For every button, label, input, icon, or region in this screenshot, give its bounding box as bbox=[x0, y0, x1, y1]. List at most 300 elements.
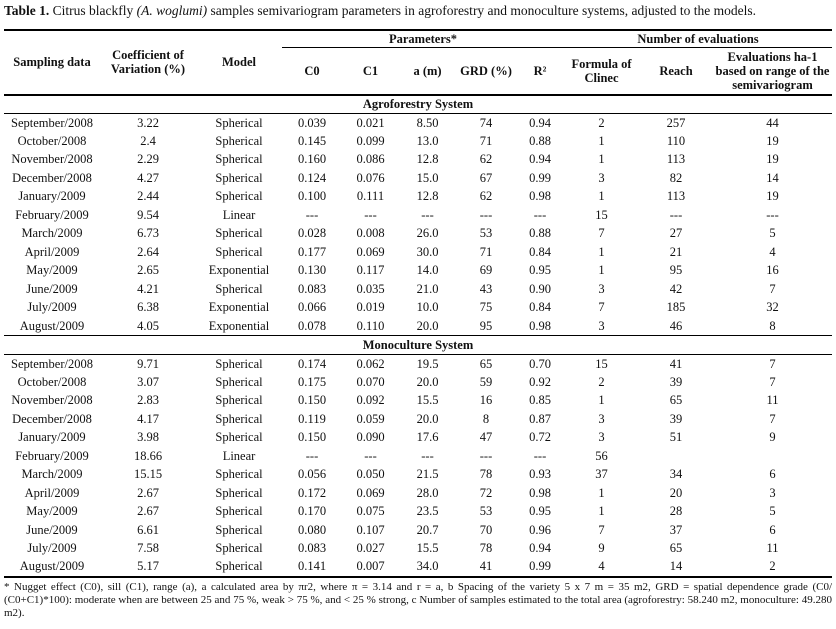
table-cell: 113 bbox=[666, 152, 686, 167]
table-cell: 110 bbox=[666, 133, 686, 148]
table-cell: 3 bbox=[598, 170, 605, 185]
table-cell: 2 bbox=[598, 374, 605, 389]
table-cell: 12.8 bbox=[416, 189, 439, 204]
table-cell: 8 bbox=[769, 318, 776, 333]
table-cell: December/2008 bbox=[12, 170, 92, 185]
table-cell: 95 bbox=[479, 318, 493, 333]
table-cell: 6.38 bbox=[137, 300, 159, 315]
table-cell: 7 bbox=[598, 522, 605, 537]
table-cell: 20 bbox=[669, 485, 683, 500]
table-cell: 7 bbox=[769, 356, 776, 371]
table-cell: May/2009 bbox=[26, 263, 78, 278]
table-cell: 3 bbox=[598, 318, 605, 333]
table-cell: Spherical bbox=[215, 281, 263, 296]
table-cell: 0.099 bbox=[356, 133, 385, 148]
table-row bbox=[4, 317, 832, 336]
table-row bbox=[4, 132, 832, 151]
semivariogram-table bbox=[4, 29, 832, 578]
table-cell: 2.83 bbox=[137, 393, 159, 408]
table-cell: 3.22 bbox=[137, 115, 159, 130]
table-cell: 3 bbox=[598, 411, 605, 426]
table-row bbox=[4, 484, 832, 503]
table-cell: 0.007 bbox=[356, 559, 385, 574]
table-cell: 2.67 bbox=[137, 485, 159, 500]
table-cell: March/2009 bbox=[21, 467, 83, 482]
table-cell: October/2008 bbox=[17, 374, 87, 389]
table-cell: 15.5 bbox=[416, 541, 439, 556]
table-cell: 65 bbox=[669, 541, 683, 556]
table-cell: Spherical bbox=[215, 522, 263, 537]
table-cell: 20.0 bbox=[416, 318, 439, 333]
table-footnote: * Nugget effect (C0), sill (C1), range (a), a calculated area by πr2, where π = 3.14 and r = a, b Spacing of the variety 5 x 7 m = 35 m2, GRD = spatial dependence grade (C0/ (C0+C1)*100): moderate when are between 25 and 75 %, weak > 75 %, and < 25 % strong, c Number of samples estimated to the total area (agroforestry: 58.240 m2, monoculture: 49.280 m2). bbox=[4, 580, 832, 619]
table-cell: March/2009 bbox=[21, 226, 83, 241]
table-cell: 1 bbox=[598, 393, 605, 408]
table-cell: 0.170 bbox=[297, 504, 327, 519]
table-cell: 4.21 bbox=[137, 281, 159, 296]
table-cell: 0.90 bbox=[529, 281, 551, 296]
table-cell: 0.092 bbox=[356, 393, 385, 408]
table-cell: 28.0 bbox=[416, 485, 439, 500]
table-cell: 0.070 bbox=[356, 374, 385, 389]
col-header-r2: R² bbox=[533, 63, 547, 78]
table-cell: November/2008 bbox=[11, 393, 93, 408]
group-header-parameters: Parameters* bbox=[282, 30, 564, 48]
table-cell: 0.98 bbox=[529, 189, 551, 204]
table-cell: 39 bbox=[669, 374, 683, 389]
table-cell: 78 bbox=[479, 467, 493, 482]
table-cell: 1 bbox=[598, 133, 605, 148]
table-cell: 37 bbox=[595, 467, 608, 482]
col-header-formula-of-cline: Formula of Clinec bbox=[571, 56, 632, 85]
table-cell: 21.5 bbox=[416, 467, 439, 482]
table-cell: 2.4 bbox=[140, 133, 156, 148]
table-cell: Spherical bbox=[215, 411, 263, 426]
table-cell: 46 bbox=[669, 318, 683, 333]
table-cell: 71 bbox=[479, 133, 493, 148]
table-cell: 4.27 bbox=[137, 170, 159, 185]
section-header-row bbox=[4, 336, 832, 355]
table-cell: 28 bbox=[669, 504, 683, 519]
table-cell: 0.100 bbox=[297, 189, 327, 204]
table-row bbox=[4, 114, 832, 133]
table-cell: 15.15 bbox=[133, 467, 163, 482]
table-cell: 0.090 bbox=[356, 430, 385, 445]
table-cell: 0.98 bbox=[529, 485, 551, 500]
table-cell: 0.083 bbox=[297, 281, 327, 296]
table-row bbox=[4, 521, 832, 540]
table-cell: Spherical bbox=[215, 356, 263, 371]
table-cell: 0.062 bbox=[356, 356, 385, 371]
table-cell: Spherical bbox=[215, 541, 263, 556]
table-cell: Spherical bbox=[215, 559, 263, 574]
table-cell: 0.019 bbox=[356, 300, 385, 315]
table-cell: 27 bbox=[669, 226, 683, 241]
table-cell: 30.0 bbox=[416, 244, 439, 259]
table-cell: February/2009 bbox=[15, 448, 89, 463]
table-cell: 56 bbox=[595, 448, 608, 463]
table-cell: 0.96 bbox=[529, 522, 551, 537]
table-cell: 0.119 bbox=[298, 411, 326, 426]
table-cell: 4 bbox=[598, 559, 605, 574]
table-cell: 0.175 bbox=[297, 374, 327, 389]
table-cell: 8 bbox=[482, 411, 490, 426]
table-cell: October/2008 bbox=[17, 133, 87, 148]
table-row bbox=[4, 410, 832, 429]
table-cell: 9.71 bbox=[137, 356, 159, 371]
table-cell: --- bbox=[766, 207, 779, 222]
col-header-model: Model bbox=[221, 55, 257, 70]
table-cell: April/2009 bbox=[24, 244, 80, 259]
table-cell: July/2009 bbox=[27, 541, 77, 556]
col-header-sampling-data: Sampling data bbox=[13, 55, 91, 70]
table-cell: --- bbox=[421, 207, 434, 222]
table-cell: 65 bbox=[479, 356, 493, 371]
table-cell: 21 bbox=[669, 244, 683, 259]
section-header-row bbox=[4, 95, 832, 114]
table-cell: 0.039 bbox=[297, 115, 327, 130]
table-cell: 2.67 bbox=[137, 504, 159, 519]
table-cell: 95 bbox=[669, 263, 683, 278]
table-cell: 42 bbox=[669, 281, 683, 296]
table-cell: July/2009 bbox=[27, 300, 77, 315]
table-cell: 0.150 bbox=[297, 393, 327, 408]
table-cell: 6 bbox=[769, 467, 776, 482]
table-cell: 41 bbox=[479, 559, 493, 574]
table-cell: November/2008 bbox=[11, 152, 93, 167]
table-cell: Spherical bbox=[215, 152, 263, 167]
table-cell: 37 bbox=[669, 522, 683, 537]
table-cell: 34.0 bbox=[416, 559, 439, 574]
table-cell: 0.177 bbox=[297, 244, 327, 259]
table-cell: 0.035 bbox=[356, 281, 385, 296]
table-cell: Spherical bbox=[215, 504, 263, 519]
table-caption-label: Table 1. bbox=[4, 3, 50, 18]
table-cell: 39 bbox=[669, 411, 683, 426]
table-cell: --- bbox=[305, 207, 319, 222]
table-cell: 16 bbox=[766, 263, 779, 278]
table-cell: 21.0 bbox=[416, 281, 439, 296]
table-cell: June/2009 bbox=[26, 522, 78, 537]
table-cell: 7.58 bbox=[137, 541, 159, 556]
table-cell: 6.61 bbox=[137, 522, 159, 537]
table-cell: 6.73 bbox=[137, 226, 159, 241]
table-cell: 0.88 bbox=[529, 226, 551, 241]
table-cell: 2.29 bbox=[137, 152, 159, 167]
table-cell: 14.0 bbox=[416, 263, 439, 278]
table-cell: 0.95 bbox=[529, 504, 551, 519]
table-cell: 75 bbox=[479, 300, 493, 315]
col-header-c0: C0 bbox=[304, 63, 320, 78]
table-cell: 1 bbox=[598, 152, 605, 167]
table-cell: 1 bbox=[598, 504, 605, 519]
table-row bbox=[4, 169, 832, 188]
table-cell: 0.95 bbox=[529, 263, 551, 278]
table-row bbox=[4, 243, 832, 262]
table-cell: 34 bbox=[669, 467, 683, 482]
table-cell bbox=[639, 447, 713, 466]
table-row bbox=[4, 503, 832, 522]
table-cell: 0.85 bbox=[529, 393, 551, 408]
table-cell: 0.141 bbox=[297, 559, 327, 574]
table-cell: 10.0 bbox=[416, 300, 439, 315]
table-row bbox=[4, 558, 832, 577]
table-cell: 0.069 bbox=[356, 244, 385, 259]
table-cell: Linear bbox=[222, 448, 256, 463]
table-cell: 0.72 bbox=[529, 430, 551, 445]
table-row bbox=[4, 373, 832, 392]
table-cell: 67 bbox=[479, 170, 493, 185]
table-cell: Spherical bbox=[215, 374, 263, 389]
table-cell: 0.94 bbox=[529, 115, 551, 130]
table-cell: 0.99 bbox=[529, 170, 551, 185]
table-cell: --- bbox=[479, 448, 493, 463]
table-cell: August/2009 bbox=[19, 318, 85, 333]
table-cell: 0.075 bbox=[356, 504, 385, 519]
section-title: Agroforestry System bbox=[4, 95, 832, 114]
table-cell: 2 bbox=[598, 115, 605, 130]
table-row bbox=[4, 355, 832, 374]
table-cell: May/2009 bbox=[26, 504, 78, 519]
table-cell: 0.107 bbox=[356, 522, 385, 537]
table-cell: 74 bbox=[479, 115, 493, 130]
col-header-reach: Reach bbox=[659, 63, 693, 78]
table-cell: 0.160 bbox=[297, 152, 327, 167]
table-cell: 19 bbox=[766, 152, 779, 167]
table-cell: 0.84 bbox=[529, 244, 551, 259]
table-cell: 82 bbox=[669, 170, 683, 185]
col-header-c1: C1 bbox=[362, 63, 379, 78]
table-cell: 0.93 bbox=[529, 467, 551, 482]
table-cell: --- bbox=[669, 207, 683, 222]
table-cell: 0.172 bbox=[297, 485, 327, 500]
table-cell: 0.87 bbox=[529, 411, 551, 426]
table-header bbox=[4, 30, 832, 95]
table-cell: 0.027 bbox=[356, 541, 385, 556]
table-cell: 47 bbox=[479, 430, 493, 445]
table-cell bbox=[713, 447, 832, 466]
table-cell: 185 bbox=[666, 300, 686, 315]
table-cell: 7 bbox=[769, 374, 776, 389]
col-header-a-m: a (m) bbox=[413, 63, 442, 78]
table-cell: 20.0 bbox=[416, 374, 439, 389]
table-row bbox=[4, 188, 832, 207]
table-cell: 1 bbox=[598, 263, 605, 278]
table-cell: 0.086 bbox=[356, 152, 385, 167]
table-cell: 7 bbox=[769, 411, 776, 426]
table-cell: 53 bbox=[479, 504, 493, 519]
table-cell: 0.124 bbox=[297, 170, 327, 185]
table-row bbox=[4, 262, 832, 281]
table-cell: 0.145 bbox=[297, 133, 327, 148]
table-cell: 0.92 bbox=[529, 374, 551, 389]
table-cell: 0.059 bbox=[356, 411, 385, 426]
table-cell: 19.5 bbox=[416, 356, 439, 371]
table-cell: 0.98 bbox=[529, 318, 551, 333]
table-cell: 15 bbox=[595, 356, 608, 371]
table-cell: 7 bbox=[598, 226, 605, 241]
table-cell: 5.17 bbox=[137, 559, 159, 574]
table-cell: 0.056 bbox=[297, 467, 327, 482]
table-cell: 0.083 bbox=[297, 541, 327, 556]
table-cell: 19 bbox=[766, 189, 779, 204]
table-cell: 0.94 bbox=[529, 541, 551, 556]
table-cell: 3.98 bbox=[137, 430, 159, 445]
table-cell: 0.88 bbox=[529, 133, 551, 148]
table-cell: 12.8 bbox=[416, 152, 439, 167]
table-cell: 0.080 bbox=[297, 522, 327, 537]
section-title: Monoculture System bbox=[4, 336, 832, 355]
table-cell: 14 bbox=[766, 170, 779, 185]
table-cell: 0.076 bbox=[356, 170, 385, 185]
table-cell: --- bbox=[421, 448, 434, 463]
table-cell: 1 bbox=[598, 189, 605, 204]
table-cell: 5 bbox=[769, 226, 776, 241]
table-cell: 20.0 bbox=[416, 411, 439, 426]
table-row bbox=[4, 225, 832, 244]
table-cell: 6 bbox=[769, 522, 776, 537]
table-cell: 15.5 bbox=[416, 393, 439, 408]
table-cell: 59 bbox=[479, 374, 493, 389]
table-cell: Spherical bbox=[215, 170, 263, 185]
table-cell: 0.050 bbox=[356, 467, 385, 482]
table-cell: 2.65 bbox=[137, 263, 159, 278]
group-header-number-of-evaluations: Number of evaluations bbox=[564, 30, 832, 48]
table-cell: 0.069 bbox=[356, 485, 385, 500]
table-cell: 4 bbox=[769, 244, 776, 259]
table-cell: 15.0 bbox=[416, 170, 439, 185]
table-cell: 72 bbox=[479, 485, 493, 500]
table-cell: 26.0 bbox=[416, 226, 439, 241]
table-cell: 0.008 bbox=[356, 226, 385, 241]
table-cell: 11 bbox=[766, 541, 779, 556]
table-cell: 70 bbox=[479, 522, 493, 537]
table-cell: --- bbox=[479, 207, 493, 222]
table-cell: --- bbox=[364, 207, 377, 222]
table-cell: 4.17 bbox=[137, 411, 159, 426]
table-cell: 113 bbox=[666, 189, 686, 204]
table-cell: Spherical bbox=[215, 393, 263, 408]
table-row bbox=[4, 299, 832, 318]
table-cell: 0.94 bbox=[529, 152, 551, 167]
table-row bbox=[4, 392, 832, 411]
table-cell: 0.078 bbox=[297, 318, 327, 333]
col-header-coefficient-variation: Coefficient of Variation (%) bbox=[110, 48, 186, 77]
table-cell: Spherical bbox=[215, 485, 263, 500]
table-cell: 2 bbox=[769, 559, 776, 574]
table-cell: 257 bbox=[666, 115, 686, 130]
table-cell: --- bbox=[364, 448, 377, 463]
col-header-grd: GRD (%) bbox=[460, 63, 512, 78]
table-cell: 3.07 bbox=[137, 374, 159, 389]
table-cell: 2.44 bbox=[137, 189, 159, 204]
table-cell: 62 bbox=[479, 152, 493, 167]
table-cell: 0.99 bbox=[529, 559, 551, 574]
table-cell: --- bbox=[533, 448, 547, 463]
table-cell: Spherical bbox=[215, 430, 263, 445]
table-cell: December/2008 bbox=[12, 411, 92, 426]
table-cell: Spherical bbox=[215, 226, 263, 241]
table-cell: 3 bbox=[769, 485, 776, 500]
table-cell: February/2009 bbox=[15, 207, 89, 222]
table-caption-post: samples semivariogram parameters in agroforestry and monoculture systems, adjusted to the models. bbox=[207, 3, 757, 18]
table-cell: 2.64 bbox=[137, 244, 159, 259]
header-row-groups bbox=[4, 30, 832, 48]
table-cell: Exponential bbox=[208, 318, 270, 333]
table-cell: April/2009 bbox=[24, 485, 80, 500]
table-cell: January/2009 bbox=[18, 430, 86, 445]
table-cell: --- bbox=[533, 207, 547, 222]
table-row bbox=[4, 206, 832, 225]
table-cell: 0.70 bbox=[529, 356, 551, 371]
table-cell: 17.6 bbox=[416, 430, 439, 445]
table-cell: Spherical bbox=[215, 133, 263, 148]
table-cell: --- bbox=[305, 448, 319, 463]
table-cell: 0.84 bbox=[529, 300, 551, 315]
table-cell: 41 bbox=[669, 356, 683, 371]
table-cell: 1 bbox=[598, 244, 605, 259]
table-cell: 71 bbox=[479, 244, 493, 259]
table-cell: 1 bbox=[598, 485, 605, 500]
table-caption-species: (A. woglumi) bbox=[136, 3, 208, 18]
table-cell: 20.7 bbox=[416, 522, 439, 537]
col-header-evaluations-ha: Evaluations ha-1 based on range of the semivariogram bbox=[715, 49, 830, 92]
table-cell: 3 bbox=[598, 430, 605, 445]
table-caption-pre: Citrus blackfly bbox=[49, 3, 137, 18]
table-row bbox=[4, 429, 832, 448]
table-row bbox=[4, 447, 832, 466]
table-cell: 9 bbox=[769, 430, 776, 445]
table-cell: 3 bbox=[598, 281, 605, 296]
table-row bbox=[4, 466, 832, 485]
table-cell: Exponential bbox=[208, 300, 270, 315]
table-cell: 62 bbox=[479, 189, 493, 204]
table-cell: 0.110 bbox=[356, 318, 385, 333]
table-cell: June/2009 bbox=[26, 281, 78, 296]
table-cell: 65 bbox=[669, 393, 683, 408]
table-cell: 18.66 bbox=[133, 448, 163, 463]
table-cell: 0.150 bbox=[297, 430, 327, 445]
table-cell: 0.066 bbox=[297, 300, 327, 315]
table-cell: 23.5 bbox=[416, 504, 439, 519]
table-cell: 16 bbox=[479, 393, 493, 408]
table-caption bbox=[4, 3, 832, 20]
table-cell: 15 bbox=[595, 207, 608, 222]
table-cell: September/2008 bbox=[11, 356, 93, 371]
table-cell: 53 bbox=[479, 226, 493, 241]
table-cell: Spherical bbox=[215, 115, 263, 130]
table-cell: Spherical bbox=[215, 467, 263, 482]
table-row bbox=[4, 280, 832, 299]
table-cell: 0.021 bbox=[356, 115, 385, 130]
table-body bbox=[4, 95, 832, 577]
table-cell: 8.50 bbox=[416, 115, 439, 130]
table-cell: August/2009 bbox=[19, 559, 85, 574]
table-cell: 7 bbox=[598, 300, 605, 315]
table-cell: January/2009 bbox=[18, 189, 86, 204]
table-cell: 13.0 bbox=[416, 133, 439, 148]
table-cell: 19 bbox=[766, 133, 779, 148]
table-cell: 78 bbox=[479, 541, 493, 556]
table-cell: 69 bbox=[479, 263, 493, 278]
table-cell: 0.117 bbox=[356, 263, 385, 278]
table-cell: 51 bbox=[669, 430, 683, 445]
table-cell: 0.174 bbox=[297, 356, 327, 371]
table-cell: Exponential bbox=[208, 263, 270, 278]
table-cell: 32 bbox=[766, 300, 779, 315]
table-cell: 5 bbox=[769, 504, 776, 519]
table-cell: 43 bbox=[479, 281, 493, 296]
table-cell: 11 bbox=[766, 393, 779, 408]
